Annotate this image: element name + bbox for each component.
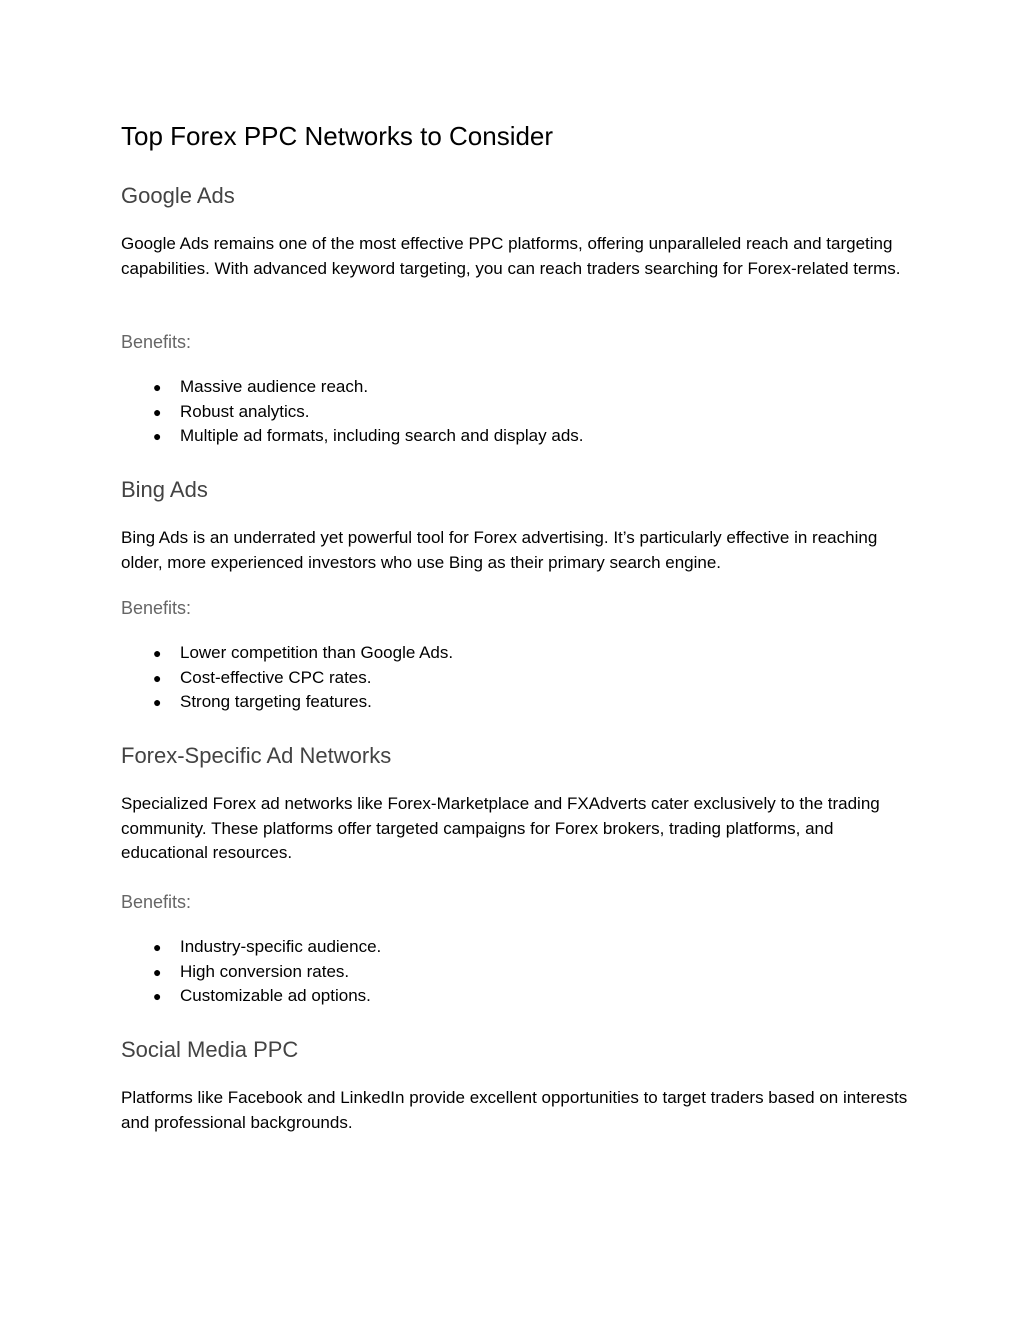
benefits-list bbox=[121, 641, 453, 715]
section-heading: Forex-Specific Ad Networks bbox=[121, 743, 392, 768]
section-heading: Social Media PPC bbox=[121, 1037, 299, 1062]
bullet-icon: ● bbox=[153, 963, 162, 980]
bullet-icon: ● bbox=[153, 428, 162, 444]
section-paragraph: Google Ads remains one of the most effective PPC platforms, offering unparalleled reach and targeting capabilities. With advanced keyword targeting, you can reach traders searching for Forex-related terms. bbox=[121, 234, 901, 278]
section-bing-ads bbox=[121, 475, 911, 711]
section-google-ads bbox=[121, 181, 911, 445]
section-paragraph: Bing Ads is an underrated yet powerful tool for Forex advertising. It’s particularly effective in reaching older, more experienced investors who use Bing as their primary search engine. bbox=[121, 528, 878, 572]
list-item: ● High conversion rates. bbox=[121, 960, 381, 985]
list-item: ● Massive audience reach. bbox=[121, 375, 584, 400]
bullet-icon: ● bbox=[153, 669, 162, 686]
section-forex-specific-ad-networks bbox=[121, 741, 911, 1005]
bullet-icon: ● bbox=[153, 939, 162, 955]
section-heading: Google Ads bbox=[121, 183, 235, 208]
section-paragraph: Specialized Forex ad networks like Forex-Marketplace and FXAdverts cater exclusively to the trading community. These platforms offer targeted campaigns for Forex brokers, trading platforms, and educational resources. bbox=[121, 794, 880, 862]
bullet-icon: ● bbox=[153, 694, 162, 710]
bullet-icon: ● bbox=[153, 645, 162, 661]
list-item: ● Cost-effective CPC rates. bbox=[121, 666, 453, 691]
bullet-icon: ● bbox=[153, 403, 162, 420]
list-item: ● Robust analytics. bbox=[121, 400, 584, 425]
benefits-label: Benefits: bbox=[121, 332, 192, 352]
benefits-label: Benefits: bbox=[121, 598, 192, 618]
section-paragraph: Platforms like Facebook and LinkedIn provide excellent opportunities to target traders based on interests and professional backgrounds. bbox=[121, 1088, 908, 1132]
benefits-list bbox=[121, 935, 381, 1009]
bullet-icon: ● bbox=[153, 379, 162, 395]
benefits-label: Benefits: bbox=[121, 892, 192, 912]
section-heading: Bing Ads bbox=[121, 477, 208, 502]
page-title: Top Forex PPC Networks to Consider bbox=[121, 121, 554, 151]
list-item: ● Lower competition than Google Ads. bbox=[121, 641, 453, 666]
benefits-list bbox=[121, 375, 584, 449]
bullet-icon: ● bbox=[153, 988, 162, 1004]
list-item: ● Customizable ad options. bbox=[121, 984, 381, 1009]
list-item: ● Multiple ad formats, including search and display ads. bbox=[121, 424, 584, 449]
list-item: ● Strong targeting features. bbox=[121, 690, 453, 715]
section-social-media-ppc bbox=[121, 1035, 911, 1132]
list-item: ● Industry-specific audience. bbox=[121, 935, 381, 960]
